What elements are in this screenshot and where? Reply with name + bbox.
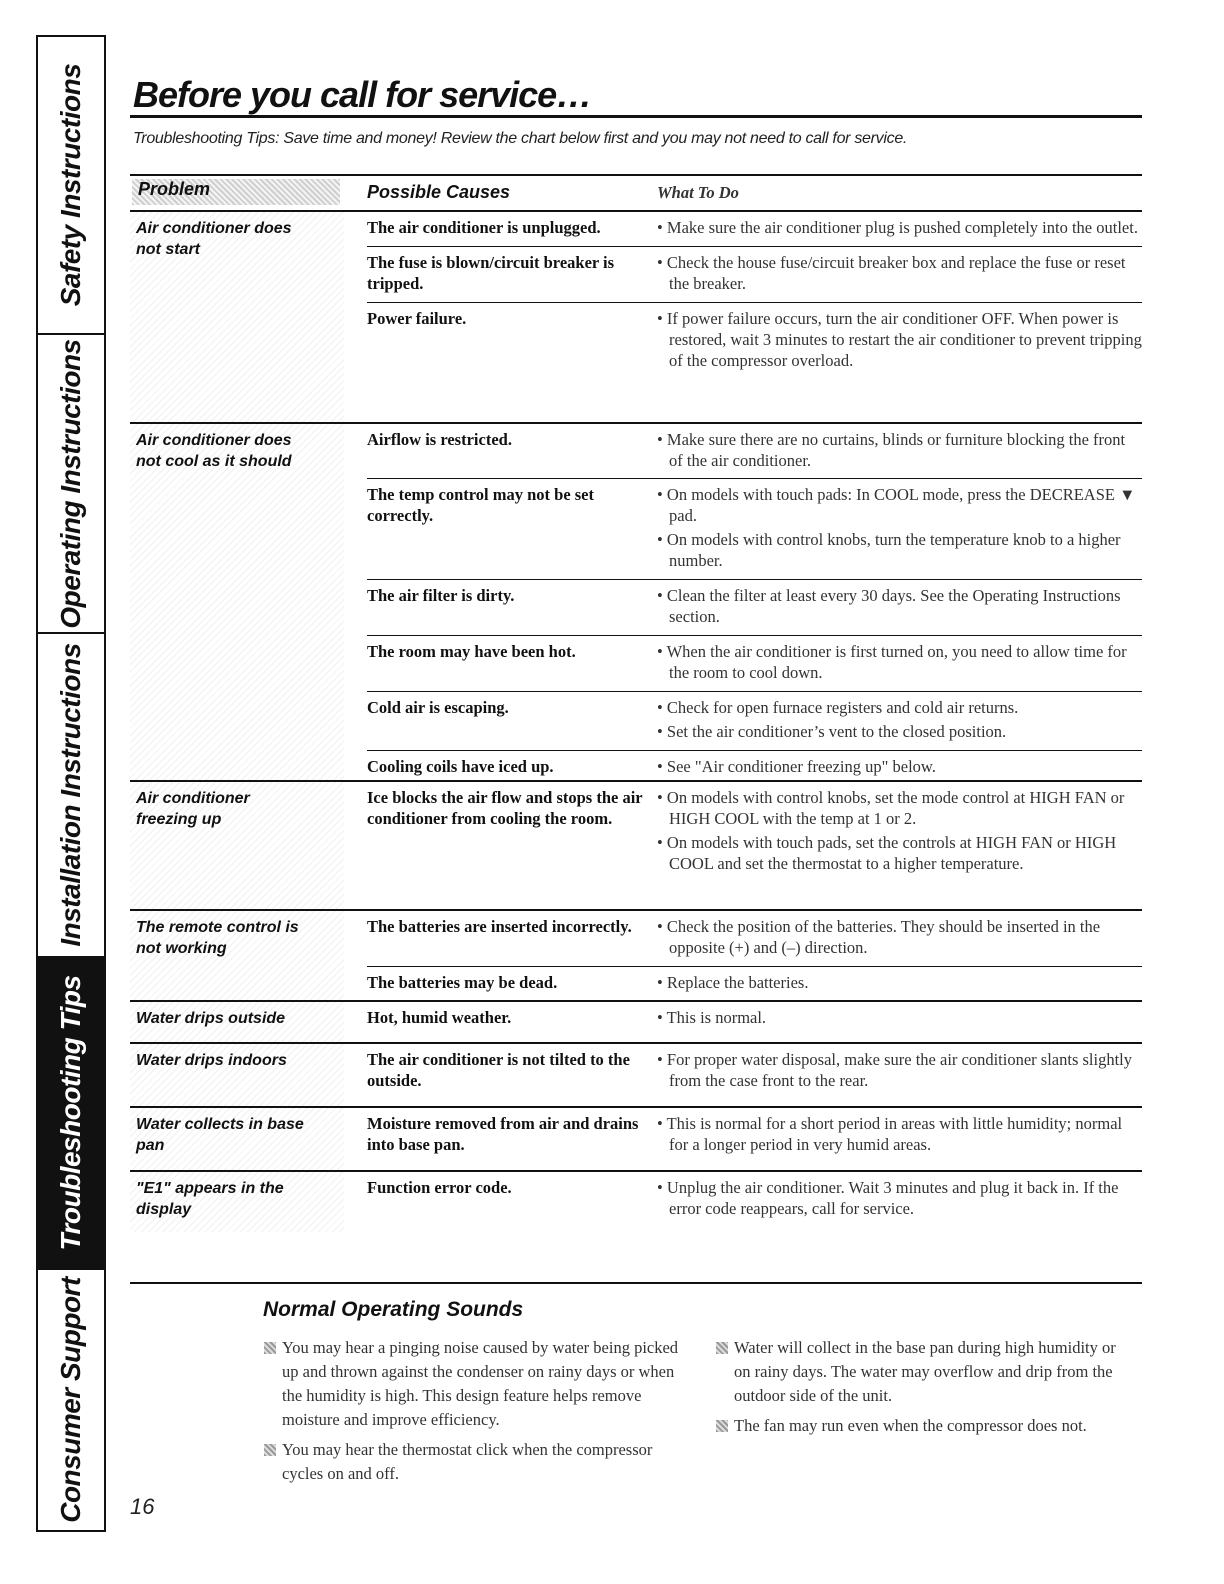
square-bullet-icon [264,1342,276,1354]
cause-cell: The air conditioner is not tilted to the outside. [367,1050,630,1090]
cause-cell: Function error code. [367,1178,512,1197]
todo-cell [657,1177,1142,1219]
table-row [367,750,1142,785]
todo-item: • Check the house fuse/circuit breaker box and replace the fuse or reset the breaker. [657,253,1126,293]
tab-safety-instructions[interactable] [38,37,104,335]
table-row [367,424,1142,478]
cause-cell: The batteries may be dead. [367,973,558,992]
todo-item: • Check the position of the batteries. They should be inserted in the opposite (+) and (–) direction. [657,917,1101,957]
todo-cell [657,641,1142,683]
tab-operating-instructions[interactable] [38,335,104,634]
todo-cell [657,1113,1142,1155]
table-row [367,302,1142,379]
todo-cell [657,916,1142,958]
todo-cell [657,1007,1142,1028]
problem-group [130,424,1142,782]
square-bullet-icon [716,1342,728,1354]
column-header-problem: Problem [132,179,340,205]
problem-label: Air conditioner freezing up [136,790,250,828]
todo-cell [657,756,1142,777]
table-row [367,966,1142,1001]
table-row [367,911,1142,966]
sound-text: You may hear the thermostat click when the compressor cycles on and off. [282,1440,653,1483]
problem-label: Air conditioner does not start [136,220,292,258]
todo-cell [657,972,1142,993]
cause-cell: The temp control may not be set correctly. [367,485,595,525]
column-header-todo: What To Do [657,183,739,202]
troubleshooting-table [130,174,1142,1232]
table-row [367,246,1142,302]
todo-item: • Make sure there are no curtains, blinds or furniture blocking the front of the air conditioner. [657,430,1126,470]
problem-label: Air conditioner does not cool as it should [136,432,292,470]
todo-cell [657,484,1142,571]
cause-cell: Ice blocks the air flow and stops the air conditioner from cooling the room. [367,788,643,828]
problem-label: The remote control is not working [136,919,299,957]
list-item [712,1414,1132,1438]
cause-cell: The room may have been hot. [367,642,576,661]
list-item [260,1438,680,1486]
todo-item: • This is normal for a short period in areas with little humidity; normal for a longer period in very humid areas. [657,1114,1123,1154]
todo-item: • Clean the filter at least every 30 days. See the Operating Instructions section. [657,586,1121,626]
cause-cell: Moisture removed from air and drains into base pan. [367,1114,639,1154]
problem-label: Water collects in base pan [136,1116,304,1154]
page-title: Before you call for service… [133,74,592,115]
todo-item: • On models with touch pads: In COOL mode, press the DECREASE ▼ pad. [657,485,1136,525]
sound-text: You may hear a pinging noise caused by water being picked up and thrown against the condenser on rainy days or when the humidity is high. This design feature helps remove moisture and improve efficiency. [282,1338,679,1429]
page-subtitle: Troubleshooting Tips: Save time and money! Review the chart below first and you may not need to call for service. [133,130,908,147]
todo-cell [657,585,1142,627]
tab-consumer-support[interactable] [38,1270,104,1530]
square-bullet-icon [264,1444,276,1456]
table-header [130,174,1142,212]
table-row [367,635,1142,691]
todo-cell [657,697,1142,742]
table-row [367,1172,1142,1227]
sound-text: Water will collect in the base pan during high humidity or on rainy days. The water may overflow and drip from the outdoor side of the unit. [734,1338,1116,1405]
cause-cell: The fuse is blown/circuit breaker is tripped. [367,253,615,293]
cause-cell: Power failure. [367,309,467,328]
todo-item: • Make sure the air conditioner plug is pushed completely into the outlet. [657,218,1138,237]
todo-cell [657,308,1142,371]
todo-item: • If power failure occurs, turn the air conditioner OFF. When power is restored, wait 3 minutes to restart the air conditioner to prevent tripping of the compressor overload. [657,309,1142,370]
tab-installation-instructions[interactable] [38,634,104,958]
table-row [367,212,1142,246]
sounds-column-right [712,1336,1132,1444]
cause-cell: Cooling coils have iced up. [367,757,554,776]
table-row [367,1044,1142,1099]
todo-item: • When the air conditioner is first turned on, you need to allow time for the room to cool down. [657,642,1127,682]
cause-cell: The batteries are inserted incorrectly. [367,917,632,936]
problem-group [130,911,1142,1002]
table-row [367,691,1142,750]
cause-cell: Cold air is escaping. [367,698,509,717]
problem-group [130,212,1142,424]
tab-label: Consumer Support [55,1277,86,1523]
todo-cell [657,429,1142,470]
todo-item: • Set the air conditioner’s vent to the closed position. [657,722,1007,741]
column-header-causes: Possible Causes [367,182,511,202]
square-bullet-icon [716,1420,728,1432]
problem-group [130,782,1142,911]
todo-item: • On models with touch pads, set the controls at HIGH FAN or HIGH COOL and set the thermostat to a higher temperature. [657,833,1117,873]
todo-item: • For proper water disposal, make sure the air conditioner slants slightly from the case front to the rear. [657,1050,1133,1090]
page-number: 16 [130,1494,155,1519]
section-tabs [36,35,106,1532]
problem-group [130,1172,1142,1232]
sounds-column-left [260,1336,680,1492]
tab-label: Installation Instructions [55,643,86,947]
tab-label: Operating Instructions [55,338,86,629]
list-item [712,1336,1132,1408]
cause-cell: Hot, humid weather. [367,1008,512,1027]
table-row [367,478,1142,579]
table-row [367,1108,1142,1163]
cause-cell: Airflow is restricted. [367,430,512,449]
todo-item: • Replace the batteries. [657,973,809,992]
title-divider [130,115,1142,118]
problem-group [130,1108,1142,1172]
todo-item: • See "Air conditioner freezing up" below. [657,757,936,776]
problem-label: Water drips indoors [136,1052,287,1069]
problem-label: "E1" appears in the display [136,1180,284,1218]
table-row [367,1002,1142,1036]
sounds-heading: Normal Operating Sounds [263,1298,524,1321]
list-item [260,1336,680,1432]
tab-label: Troubleshooting Tips [55,975,86,1251]
sounds-divider [130,1282,1142,1284]
todo-item: • Unplug the air conditioner. Wait 3 minutes and plug it back in. If the error code reappears, call for service. [657,1178,1119,1218]
todo-cell [657,787,1142,874]
todo-cell [657,217,1142,238]
cause-cell: The air conditioner is unplugged. [367,218,601,237]
todo-cell [657,1049,1142,1091]
table-row [367,782,1142,882]
problem-group [130,1002,1142,1044]
todo-item: • On models with control knobs, turn the temperature knob to a higher number. [657,530,1121,570]
table-row [367,579,1142,635]
cause-cell: The air filter is dirty. [367,586,515,605]
tab-label: Safety Instructions [55,63,86,307]
sound-text: The fan may run even when the compressor does not. [734,1416,1087,1435]
todo-item: • Check for open furnace registers and cold air returns. [657,698,1019,717]
tab-troubleshooting-tips[interactable] [38,958,104,1270]
todo-item: • On models with control knobs, set the mode control at HIGH FAN or HIGH COOL with the temp at 1 or 2. [657,788,1125,828]
todo-cell [657,252,1142,294]
problem-group [130,1044,1142,1108]
todo-item: • This is normal. [657,1008,767,1027]
problem-label: Water drips outside [136,1010,286,1027]
